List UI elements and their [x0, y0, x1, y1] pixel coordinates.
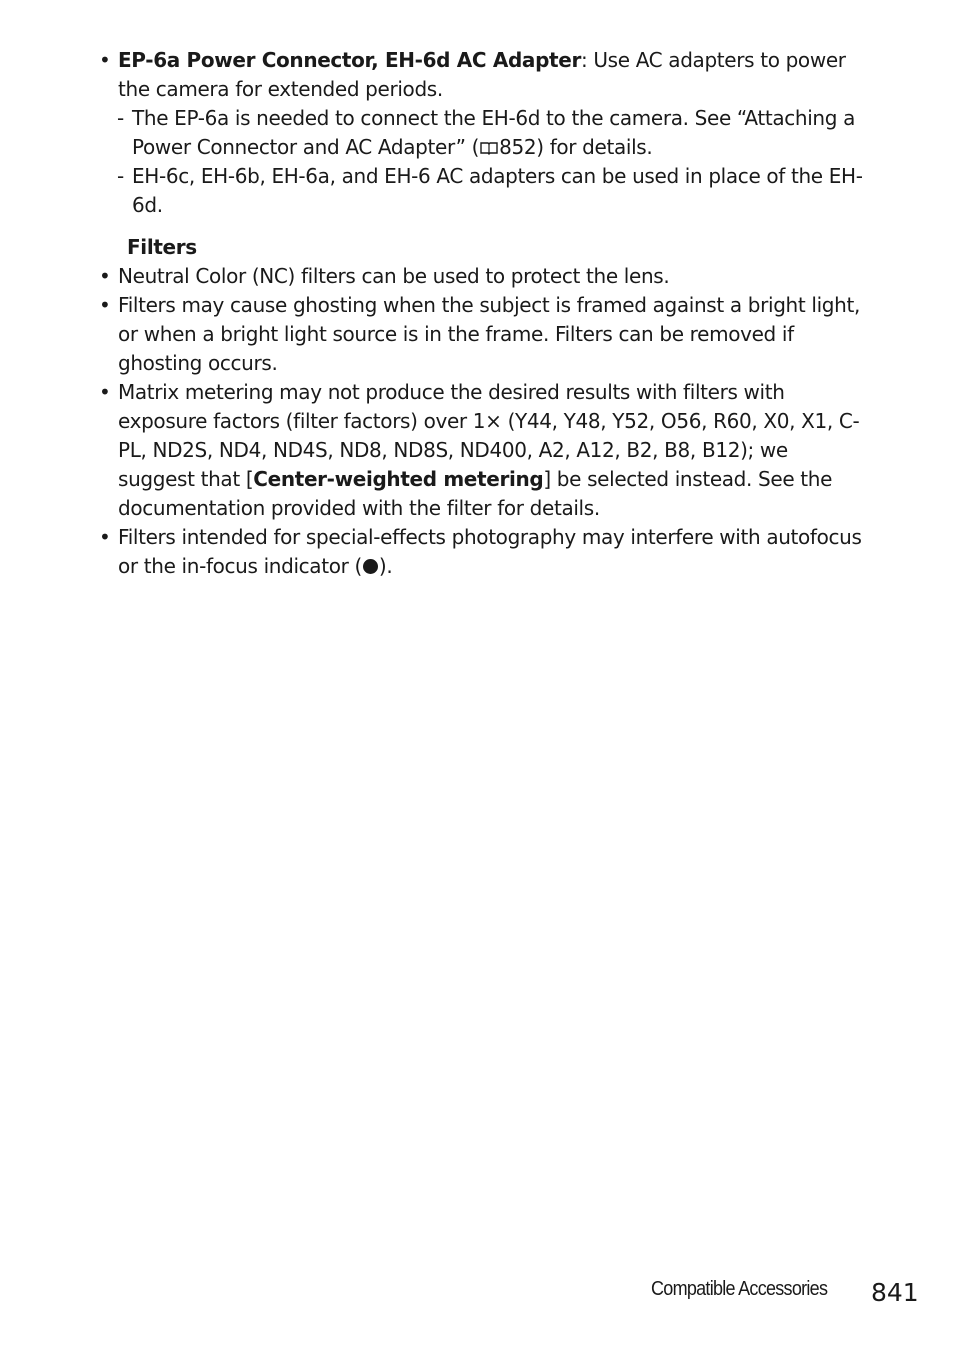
- power-subitem-adapters-text: EH-6c, EH-6b, EH-6a, and EH-6 AC adapters can be used in place of the EH-6d.: [132, 164, 863, 217]
- footer-section-title: Compatible Accessories: [651, 1278, 828, 1300]
- filters-heading: Filters: [127, 235, 197, 259]
- filters-item-ghosting: [99, 291, 869, 378]
- filters-item-metering-end: ] be selected instead. See the documentation provided with the filter for details.: [118, 467, 833, 520]
- power-subitem-adapters: [99, 162, 869, 220]
- power-subitem-connector-end: ) for details.: [536, 135, 653, 159]
- in-focus-indicator-icon: [363, 559, 378, 574]
- filters-item-ghosting-text: Filters may cause ghosting when the subject is framed against a bright light, or when a bright light source is in the frame. Filters can be removed if ghosting occurs.: [118, 293, 860, 375]
- center-weighted-metering-label: Center-weighted metering: [253, 467, 544, 491]
- power-accessory-item: [99, 46, 869, 104]
- book-reference-icon: [479, 141, 499, 155]
- power-subitem-connector-text: The EP-6a is needed to connect the EH-6d to the camera. See “Attaching a Power Connector and AC Adapter” (: [132, 106, 855, 159]
- bullet-marker: •: [99, 48, 111, 72]
- filters-item-special-effects: [99, 523, 869, 581]
- filters-item-special-effects-text: Filters intended for special-effects photography may interfere with autofocus or the in-focus indicator (: [118, 525, 862, 578]
- bullet-marker: •: [99, 264, 111, 288]
- filters-item-nc-text: Neutral Color (NC) filters can be used to protect the lens.: [118, 264, 670, 288]
- page-reference[interactable]: 852: [499, 135, 537, 159]
- bullet-marker: •: [99, 525, 111, 549]
- dash-marker: -: [117, 164, 124, 188]
- power-accessory-title: EP-6a Power Connector, EH-6d AC Adapter: [118, 48, 581, 72]
- filters-item-nc: [99, 262, 869, 291]
- bullet-marker: •: [99, 293, 111, 317]
- filters-item-special-effects-end: ).: [378, 554, 393, 578]
- filters-item-metering: [99, 378, 869, 523]
- page-content: [99, 46, 869, 581]
- filters-item-metering-text: Matrix metering may not produce the desired results with filters with exposure factors (filter factors) over 1× (Y44, Y48, Y52, O56, R60, X0, X1, C-PL, ND2S, ND4, ND4S, ND8, ND8S, ND400, A2, A12, B2, B8, B12); we suggest that [: [118, 380, 860, 491]
- bullet-marker: •: [99, 380, 111, 404]
- power-accessory-text: : Use AC adapters to power the camera for extended periods.: [118, 48, 846, 101]
- power-subitem-connector: [99, 104, 869, 162]
- dash-marker: -: [117, 106, 124, 130]
- page-number: 841: [871, 1278, 919, 1307]
